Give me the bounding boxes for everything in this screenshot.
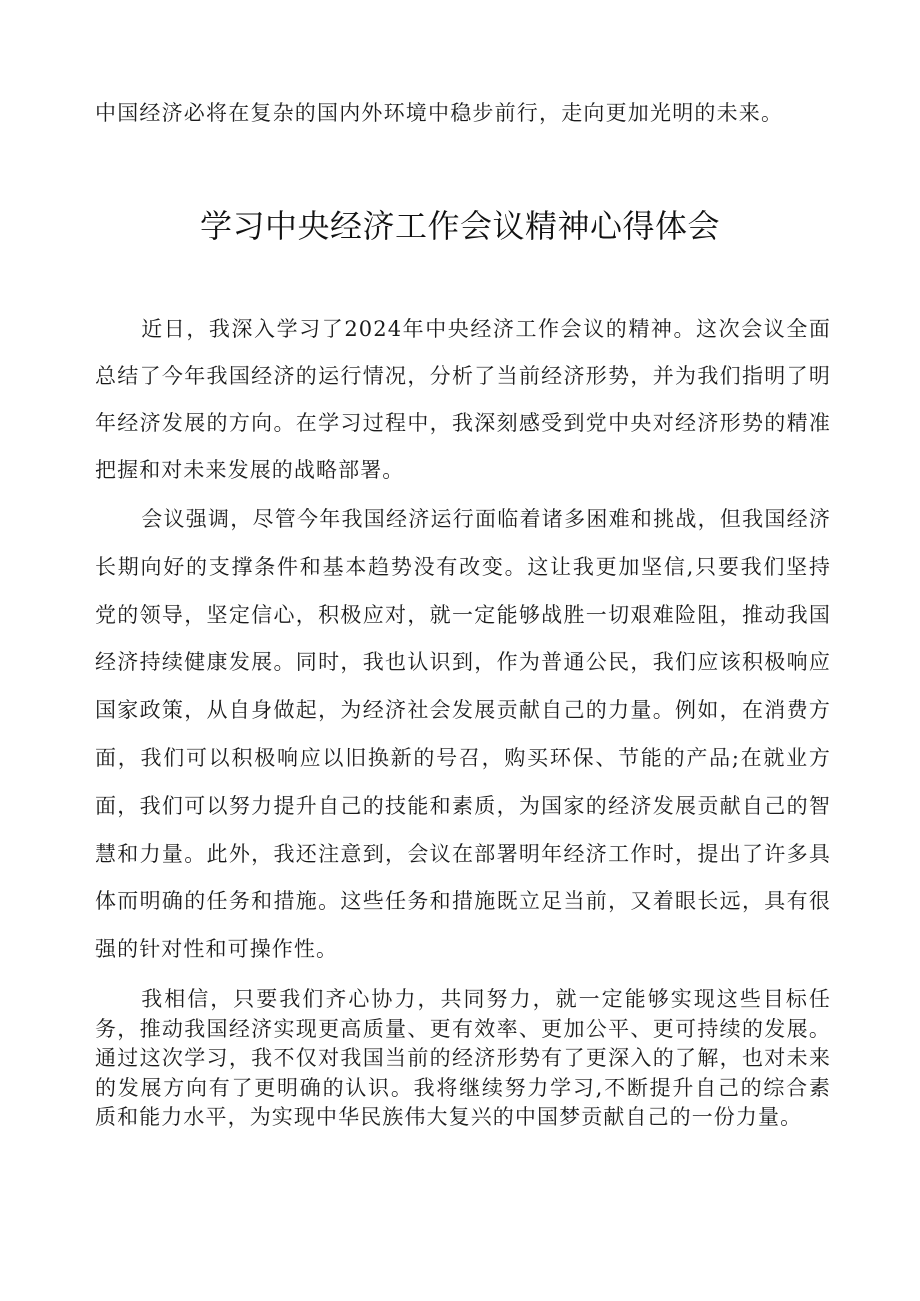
body-paragraph-3: 我相信，只要我们齐心协力，共同努力，就一定能够实现这些目标任务，推动我国经济实现更高质量、更有效率、更加公平、更可持续的发展。通过这次学习，我不仅对我国当前的经济形势有了更深入的了解，也对未来的发展方向有了更明确的认识。我将继续努力学习,不断提升自己的综合素质和能力水平，为实现中华民族伟大复兴的中国梦贡献自己的一份力量。 [95, 987, 831, 1129]
body-paragraph-2: 会议强调，尽管今年我国经济运行面临着诸多困难和挑战，但我国经济长期向好的支撑条件和基本趋势没有改变。这让我更加坚信,只要我们坚持党的领导，坚定信心，积极应对，就一定能够战胜一切艰难险阻，推动我国经济持续健康发展。同时，我也认识到，作为普通公民，我们应该积极响应国家政策，从自身做起，为经济社会发展贡献自己的力量。例如，在消费方面，我们可以积极响应以旧换新的号召，购买环保、节能的产品;在就业方面，我们可以努力提升自己的技能和素质，为国家的经济发展贡献自己的智慧和力量。此外，我还注意到，会议在部署明年经济工作时，提出了许多具体而明确的任务和措施。这些任务和措施既立足当前，又着眼长远，具有很强的针对性和可操作性。 [95, 507, 831, 962]
page-title: 学习中央经济工作会议精神心得体会 [199, 207, 720, 245]
body-paragraph-1: 近日，我深入学习了2024年中央经济工作会议的精神。这次会议全面总结了今年我国经济的运行情况，分析了当前经济形势，并为我们指明了明年经济发展的方向。在学习过程中，我深刻感受到党中央对经济形势的精准把握和对未来发展的战略部署。 [95, 317, 831, 482]
carry-over-text-line: 中国经济必将在复杂的国内外环境中稳步前行，走向更加光明的未来。 [95, 101, 784, 125]
